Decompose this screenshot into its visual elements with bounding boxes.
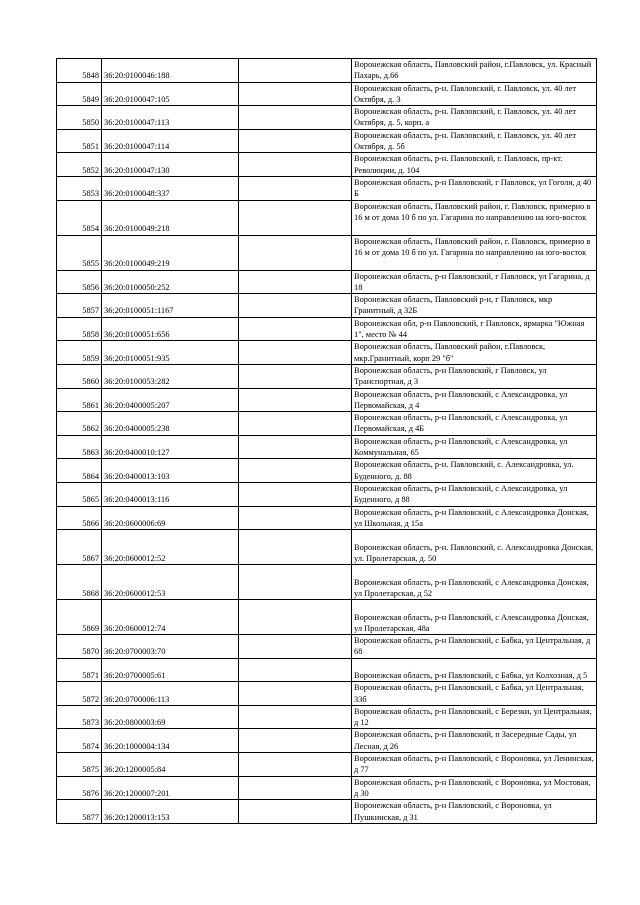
row-number: 5869 bbox=[57, 600, 102, 635]
cadastral-number: 36:20:1200007:201 bbox=[102, 776, 239, 800]
cadastral-table bbox=[56, 58, 597, 824]
address: Воронежская область, р-н Павловский, г Павловск, ул Гоголя, д 40 Б bbox=[352, 176, 597, 200]
empty-cell bbox=[239, 530, 352, 565]
table-row bbox=[57, 106, 597, 130]
address: Воронежская область, р-н. Павловский, г. Павловск, ул. 40 лет Октября, д. 3 bbox=[352, 82, 597, 106]
cadastral-number: 36:20:0100048:337 bbox=[102, 176, 239, 200]
cadastral-number: 36:20:0400005:238 bbox=[102, 412, 239, 436]
address: Воронежская область, р-н. Павловский, с. Александровка Донская, ул. Пролетарская, д. 50 bbox=[352, 530, 597, 565]
row-number: 5875 bbox=[57, 753, 102, 777]
cadastral-number: 36:20:0700006:113 bbox=[102, 682, 239, 706]
cadastral-number: 36:20:0600012:74 bbox=[102, 600, 239, 635]
empty-cell bbox=[239, 482, 352, 506]
address: Воронежская область, Павловский р-н, г Павловск, мкр Гранитный, д 32Б bbox=[352, 294, 597, 318]
empty-cell bbox=[239, 682, 352, 706]
table-row bbox=[57, 435, 597, 459]
empty-cell bbox=[239, 565, 352, 600]
empty-cell bbox=[239, 800, 352, 824]
address: Воронежская область, р-н Павловский, с Александровка, ул Первомайская, д 4 bbox=[352, 388, 597, 412]
table-row bbox=[57, 753, 597, 777]
empty-cell bbox=[239, 506, 352, 530]
cadastral-number: 36:20:0100049:219 bbox=[102, 235, 239, 270]
table-row bbox=[57, 506, 597, 530]
table-row bbox=[57, 705, 597, 729]
row-number: 5856 bbox=[57, 270, 102, 294]
table-row bbox=[57, 635, 597, 659]
row-number: 5855 bbox=[57, 235, 102, 270]
cadastral-number: 36:20:0800003:69 bbox=[102, 705, 239, 729]
cadastral-number: 36:20:0100051:935 bbox=[102, 341, 239, 365]
row-number: 5868 bbox=[57, 565, 102, 600]
row-number: 5862 bbox=[57, 412, 102, 436]
row-number: 5860 bbox=[57, 364, 102, 388]
empty-cell bbox=[239, 270, 352, 294]
address: Воронежская область, р-н Павловский, с Александровка, ул Буденного, д 88 bbox=[352, 482, 597, 506]
address: Воронежская область, р-н Павловский, г Павловск, ул Гагарина, д 18 bbox=[352, 270, 597, 294]
address: Воронежская область, Павловский район, г.Павловск, ул. Красный Пахарь, д.66 bbox=[352, 59, 597, 83]
empty-cell bbox=[239, 129, 352, 153]
cadastral-number: 36:20:0100051:1167 bbox=[102, 294, 239, 318]
row-number: 5861 bbox=[57, 388, 102, 412]
empty-cell bbox=[239, 317, 352, 341]
row-number: 5870 bbox=[57, 635, 102, 659]
table-row bbox=[57, 729, 597, 753]
row-number: 5872 bbox=[57, 682, 102, 706]
row-number: 5873 bbox=[57, 705, 102, 729]
row-number: 5853 bbox=[57, 176, 102, 200]
empty-cell bbox=[239, 435, 352, 459]
cadastral-number: 36:20:0100050:252 bbox=[102, 270, 239, 294]
table-row bbox=[57, 82, 597, 106]
address: Воронежская область, р-н. Павловский, г. Павловск, пр-кт. Революции, д. 104 bbox=[352, 153, 597, 177]
row-number: 5849 bbox=[57, 82, 102, 106]
address: Воронежская область, р-н Павловский, с Александровка, ул Первомайская, д 4Б bbox=[352, 412, 597, 436]
table-row bbox=[57, 600, 597, 635]
cadastral-number: 36:20:0700003:70 bbox=[102, 635, 239, 659]
table-row bbox=[57, 530, 597, 565]
address: Воронежская область, р-н Павловский, с Александровка, ул Коммунальная, 65 bbox=[352, 435, 597, 459]
address: Воронежская область, р-н Павловский, с Александровка Донская, ул Пролетарская, д 52 bbox=[352, 565, 597, 600]
row-number: 5857 bbox=[57, 294, 102, 318]
empty-cell bbox=[239, 388, 352, 412]
table-row bbox=[57, 341, 597, 365]
address: Воронежская область, р-н Павловский, с Александровка Донская, ул Пролетарская, 48а bbox=[352, 600, 597, 635]
empty-cell bbox=[239, 364, 352, 388]
cadastral-number: 36:20:0100047:113 bbox=[102, 106, 239, 130]
row-number: 5877 bbox=[57, 800, 102, 824]
empty-cell bbox=[239, 294, 352, 318]
empty-cell bbox=[239, 753, 352, 777]
empty-cell bbox=[239, 705, 352, 729]
address: Воронежская область, р-н Павловский, г Павловск, ул Транспортная, д 3 bbox=[352, 364, 597, 388]
table-row bbox=[57, 129, 597, 153]
empty-cell bbox=[239, 729, 352, 753]
row-number: 5850 bbox=[57, 106, 102, 130]
row-number: 5852 bbox=[57, 153, 102, 177]
row-number: 5865 bbox=[57, 482, 102, 506]
table-row bbox=[57, 59, 597, 83]
table-body bbox=[57, 59, 597, 824]
empty-cell bbox=[239, 776, 352, 800]
address: Воронежская область, Павловский район, г.Павловск, мкр.Гранитный, корп 29 "б" bbox=[352, 341, 597, 365]
table-row bbox=[57, 658, 597, 682]
cadastral-number: 36:20:0100049:218 bbox=[102, 200, 239, 235]
row-number: 5848 bbox=[57, 59, 102, 83]
empty-cell bbox=[239, 341, 352, 365]
empty-cell bbox=[239, 176, 352, 200]
address: Воронежская обл, р-н Павловский, г Павловск, ярмарка "Южная 1", место № 44 bbox=[352, 317, 597, 341]
table-row bbox=[57, 776, 597, 800]
cadastral-number: 36:20:0400013:103 bbox=[102, 459, 239, 483]
empty-cell bbox=[239, 200, 352, 235]
cadastral-number: 36:20:0700005:61 bbox=[102, 658, 239, 682]
empty-cell bbox=[239, 153, 352, 177]
cadastral-number: 36:20:0400010:127 bbox=[102, 435, 239, 459]
cadastral-number: 36:20:0100046:188 bbox=[102, 59, 239, 83]
address: Воронежская область, Павловский район, г. Павловск, примерно в 16 м от дома 10 б по ул. Гагарина по направлению на юго-восток bbox=[352, 235, 597, 270]
address: Воронежская область, р-н Павловский, с Вороновка, ул Пушкинская, д 31 bbox=[352, 800, 597, 824]
table-row bbox=[57, 482, 597, 506]
address: Воронежская область, р-н Павловский, с Березки, ул Центральная, д 12 bbox=[352, 705, 597, 729]
row-number: 5866 bbox=[57, 506, 102, 530]
cadastral-number: 36:20:0400013:116 bbox=[102, 482, 239, 506]
table-row bbox=[57, 412, 597, 436]
table-row bbox=[57, 235, 597, 270]
row-number: 5867 bbox=[57, 530, 102, 565]
address: Воронежская область, р-н. Павловский, с. Александровка, ул. Буденного, д. 88 bbox=[352, 459, 597, 483]
empty-cell bbox=[239, 635, 352, 659]
cadastral-number: 36:20:0600012:53 bbox=[102, 565, 239, 600]
cadastral-number: 36:20:0100051:656 bbox=[102, 317, 239, 341]
empty-cell bbox=[239, 235, 352, 270]
empty-cell bbox=[239, 106, 352, 130]
table-row bbox=[57, 800, 597, 824]
empty-cell bbox=[239, 658, 352, 682]
table-row bbox=[57, 176, 597, 200]
table-row bbox=[57, 364, 597, 388]
empty-cell bbox=[239, 82, 352, 106]
row-number: 5859 bbox=[57, 341, 102, 365]
table-row bbox=[57, 388, 597, 412]
empty-cell bbox=[239, 600, 352, 635]
cadastral-number: 36:20:0400005:207 bbox=[102, 388, 239, 412]
row-number: 5851 bbox=[57, 129, 102, 153]
address: Воронежская область, р-н Павловский, с Вороновка, ул Мостовая, д 30 bbox=[352, 776, 597, 800]
table-row bbox=[57, 270, 597, 294]
table-row bbox=[57, 294, 597, 318]
table-row bbox=[57, 317, 597, 341]
table-row bbox=[57, 200, 597, 235]
cadastral-number: 36:20:0100047:130 bbox=[102, 153, 239, 177]
table-row bbox=[57, 153, 597, 177]
cadastral-number: 36:20:0600006:69 bbox=[102, 506, 239, 530]
row-number: 5863 bbox=[57, 435, 102, 459]
cadastral-number: 36:20:0100047:105 bbox=[102, 82, 239, 106]
empty-cell bbox=[239, 459, 352, 483]
address: Воронежская область, Павловский район, г. Павловск, примерно в 16 м от дома 10 б по ул. Гагарина по направлению на юго-восток bbox=[352, 200, 597, 235]
address: Воронежская область, р-н Павловский, с Вороновка, ул Ленинская, д 77 bbox=[352, 753, 597, 777]
empty-cell bbox=[239, 59, 352, 83]
cadastral-number: 36:20:0600012:52 bbox=[102, 530, 239, 565]
document-page bbox=[56, 58, 594, 824]
cadastral-number: 36:20:1000004:134 bbox=[102, 729, 239, 753]
table-row bbox=[57, 459, 597, 483]
address: Воронежская область, р-н Павловский, п Засередные Сады, ул Лесная, д 26 bbox=[352, 729, 597, 753]
table-row bbox=[57, 565, 597, 600]
row-number: 5874 bbox=[57, 729, 102, 753]
cadastral-number: 36:20:1200005:84 bbox=[102, 753, 239, 777]
address: Воронежская область, р-н Павловский, с Бабка, ул Центральная, д 68 bbox=[352, 635, 597, 659]
cadastral-number: 36:20:0100047:114 bbox=[102, 129, 239, 153]
row-number: 5858 bbox=[57, 317, 102, 341]
address: Воронежская область, р-н. Павловский, г. Павловск, ул. 40 лет Октября, д. 5, корп. а bbox=[352, 106, 597, 130]
cadastral-number: 36:20:0100053:282 bbox=[102, 364, 239, 388]
empty-cell bbox=[239, 412, 352, 436]
address: Воронежская область, р-н Павловский, с Бабка, ул Колхозная, д 5 bbox=[352, 658, 597, 682]
address: Воронежская область, р-н Павловский, с Александровка Донская, ул Школьная, д 15а bbox=[352, 506, 597, 530]
row-number: 5876 bbox=[57, 776, 102, 800]
row-number: 5864 bbox=[57, 459, 102, 483]
address: Воронежская область, р-н Павловский, с Бабка, ул Центральная, 33б bbox=[352, 682, 597, 706]
row-number: 5871 bbox=[57, 658, 102, 682]
table-row bbox=[57, 682, 597, 706]
address: Воронежская область, р-н. Павловский, г. Павловск, ул. 40 лет Октября, д. 5б bbox=[352, 129, 597, 153]
row-number: 5854 bbox=[57, 200, 102, 235]
cadastral-number: 36:20:1200013:153 bbox=[102, 800, 239, 824]
